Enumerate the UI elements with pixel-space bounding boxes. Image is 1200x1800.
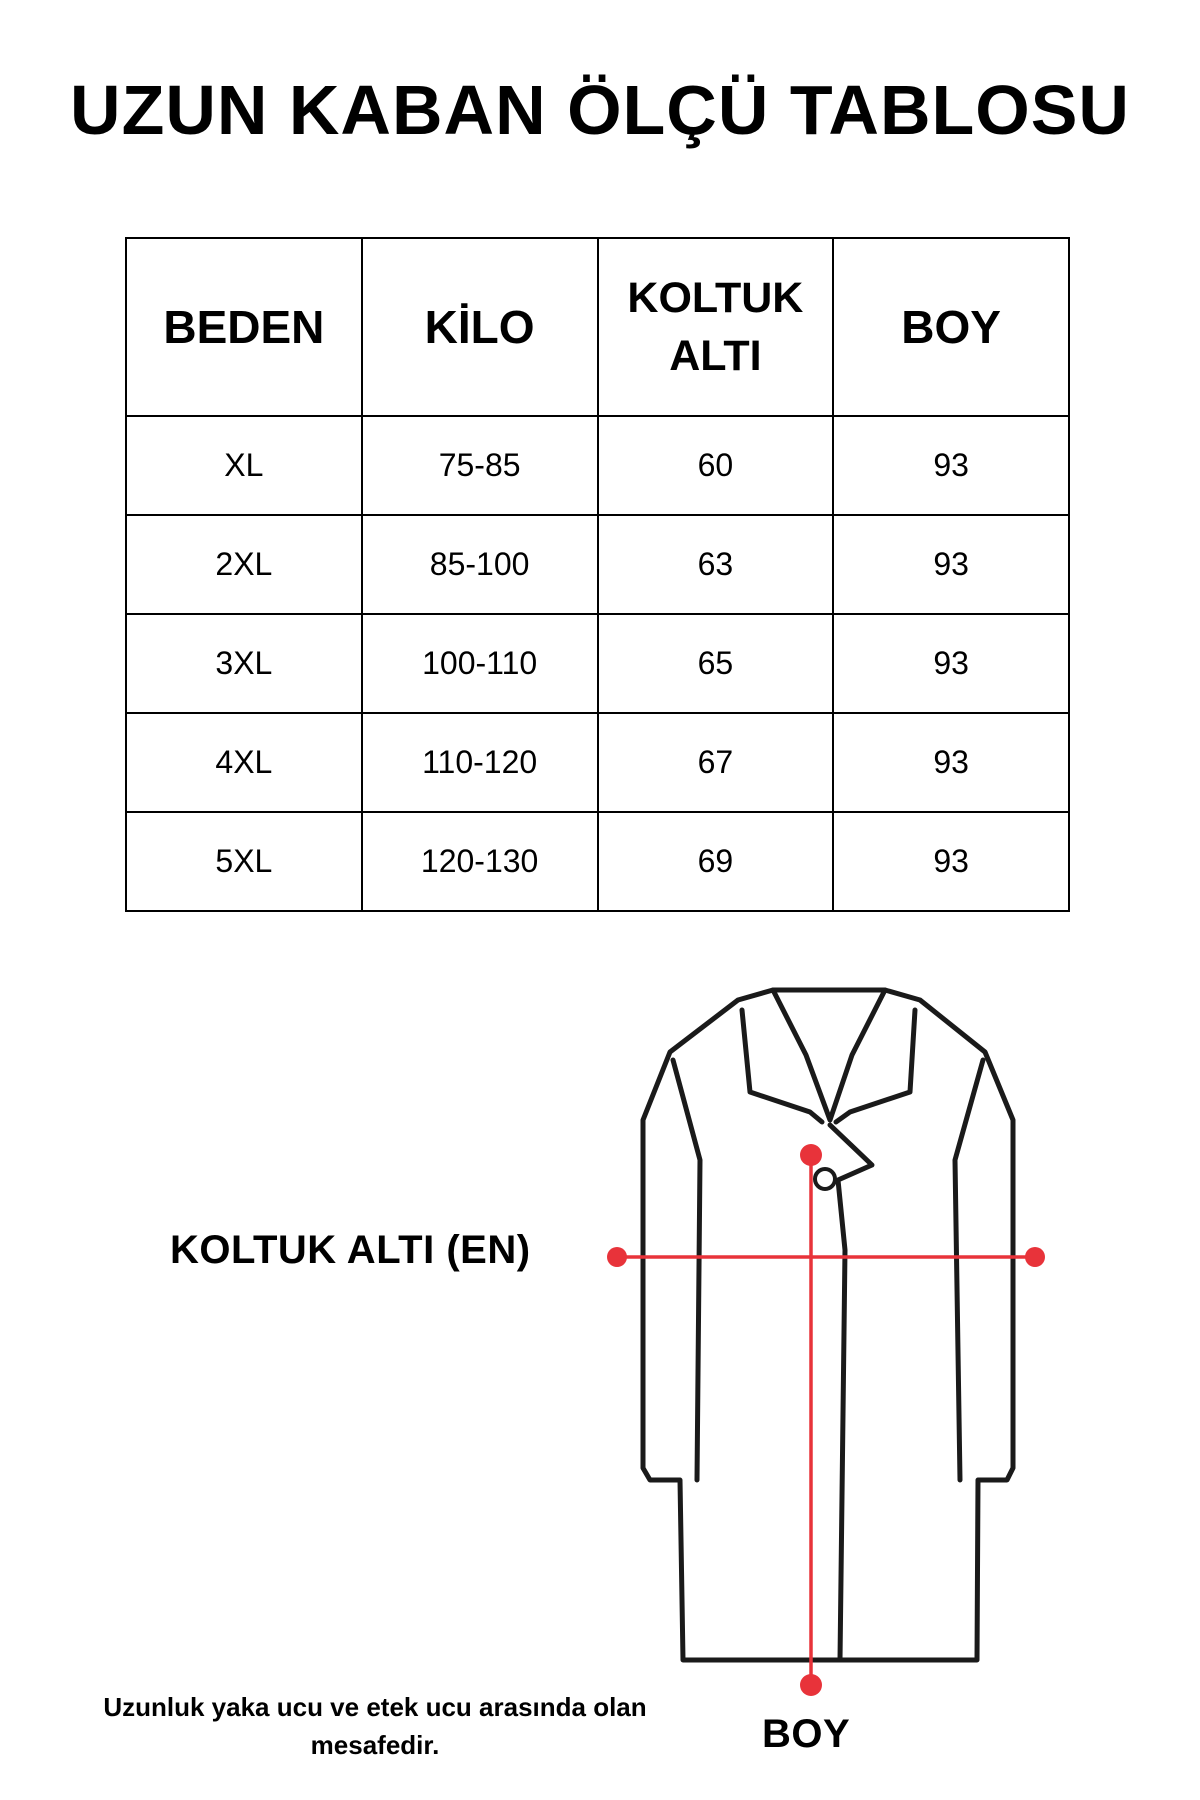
cell-beden: 3XL [126, 614, 362, 713]
cell-koltuk: 65 [598, 614, 834, 713]
cell-beden: 5XL [126, 812, 362, 911]
cell-boy: 93 [833, 614, 1069, 713]
header-koltuk-line1: KOLTUK [627, 274, 804, 322]
cell-boy: 93 [833, 812, 1069, 911]
coat-button-icon [815, 1169, 835, 1189]
cell-koltuk: 67 [598, 713, 834, 812]
length-note: Uzunluk yaka ucu ve etek ucu arasında olan mesafedir. [103, 1692, 647, 1760]
cell-koltuk: 60 [598, 416, 834, 515]
length-measure-dot-top [800, 1144, 822, 1166]
cell-kilo: 75-85 [362, 416, 598, 515]
coat-collar-top [773, 990, 885, 1120]
cell-koltuk: 63 [598, 515, 834, 614]
coat-right-sleeve-seam [955, 1060, 983, 1480]
cell-kilo: 100-110 [362, 614, 598, 713]
page-title: UZUN KABAN ÖLÇÜ TABLOSU [70, 71, 1130, 149]
coat-outline-icon [643, 990, 1013, 1660]
length-measure-dot-bottom [800, 1674, 822, 1696]
header-koltuk-line2: ALTI [669, 332, 762, 380]
length-measure-label: BOY [762, 1712, 851, 1756]
cell-boy: 93 [833, 515, 1069, 614]
coat-lapel [830, 1125, 872, 1660]
header-boy: BOY [833, 238, 1069, 416]
header-beden: BEDEN [126, 238, 362, 416]
header-kilo: KİLO [362, 238, 598, 416]
coat-left-sleeve-seam [673, 1060, 700, 1480]
cell-kilo: 110-120 [362, 713, 598, 812]
width-measure-dot-left [607, 1247, 627, 1267]
cell-beden: 2XL [126, 515, 362, 614]
cell-boy: 93 [833, 713, 1069, 812]
cell-boy: 93 [833, 416, 1069, 515]
width-measure-label: KOLTUK ALTI (EN) [170, 1228, 531, 1272]
width-measure-dot-right [1025, 1247, 1045, 1267]
cell-koltuk: 69 [598, 812, 834, 911]
cell-kilo: 120-130 [362, 812, 598, 911]
cell-kilo: 85-100 [362, 515, 598, 614]
cell-beden: XL [126, 416, 362, 515]
cell-beden: 4XL [126, 713, 362, 812]
